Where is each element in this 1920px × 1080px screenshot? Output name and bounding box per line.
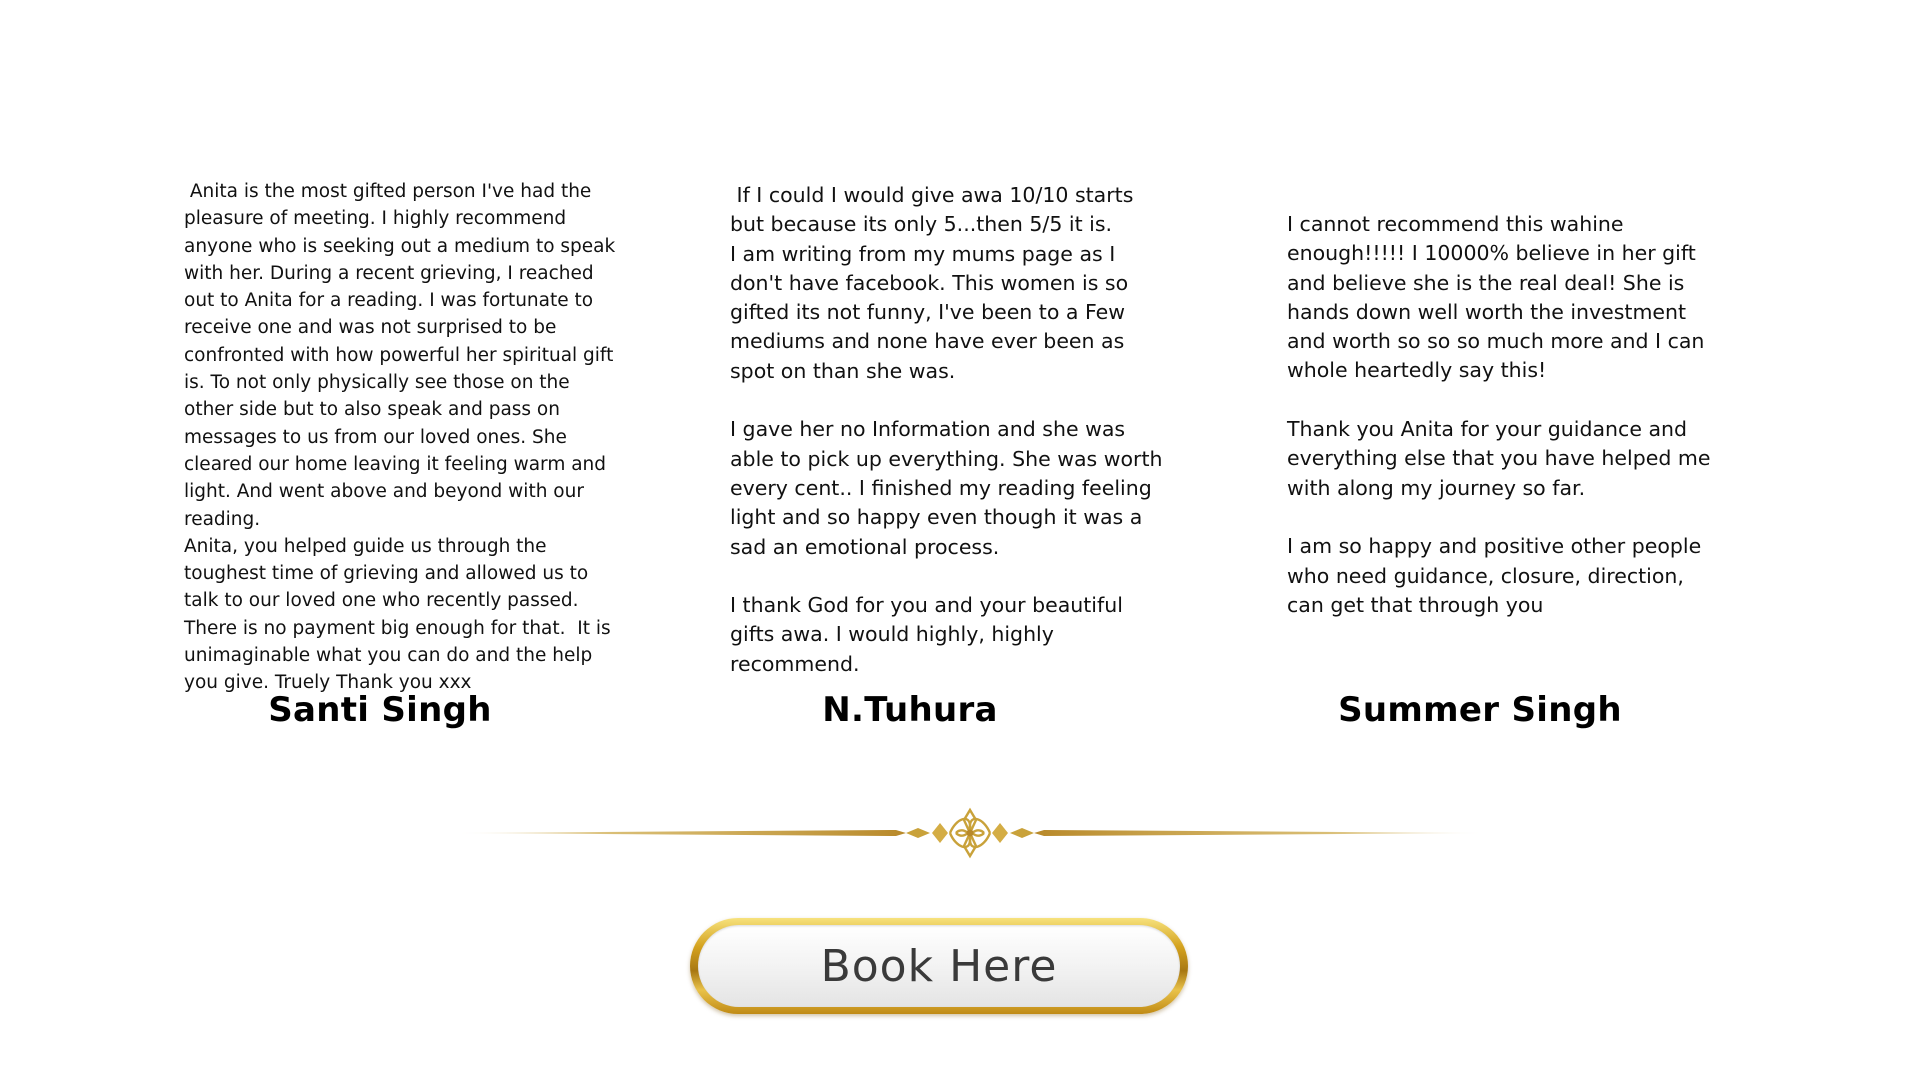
book-here-button-face[interactable]	[698, 925, 1180, 1007]
book-here-label: Book Here	[820, 940, 1058, 992]
ornamental-divider-icon	[456, 806, 1484, 860]
book-here-button[interactable]	[690, 918, 1188, 1014]
reviewer-name-1: Santi Singh	[268, 690, 492, 730]
reviewer-name-2: N.Tuhura	[822, 690, 998, 730]
testimonial-text-2: If I could I would give awa 10/10 starts but because its only 5...then 5/5 it is. I am writing from my mums page as I don't have facebook. This women is so gifted its not funny, I've been to a Few mediums and none have ever been as spot on than she was. I gave her no Information and she was able to pick up everything. She was worth every cent.. I finished my reading feeling light and so happy even though it was a sad an emotional process. I thank God for you and your beautiful gifts awa. I would highly, highly recommend.	[730, 183, 1163, 676]
reviewer-name-3: Summer Singh	[1338, 690, 1622, 730]
testimonial-text-3: I cannot recommend this wahine enough!!!!! I 10000% believe in her gift and believe she is the real deal! She is hands down well worth the investment and worth so so so much more and I can whole heartedly say this! Thank you Anita for your guidance and everything else that you have helped me with along my journey so far. I am so happy and positive other people who need guidance, closure, direction, can get that through you	[1287, 212, 1711, 617]
testimonial-text-1: Anita is the most gifted person I've had the pleasure of meeting. I highly recommend anyone who is seeking out a medium to speak with her. During a recent grieving, I reached out to Anita for a reading. I was fortunate to receive one and was not surprised to be confronted with how powerful her spiritual gift is. To not only physically see those on the other side but to also speak and pass on messages to us from our loved ones. She cleared our home leaving it feeling warm and light. And went above and beyond with our reading. Anita, you helped guide us through the toughest time of grieving and allowed us to talk to our loved one who recently passed. There is no payment big enough for that. It is unimaginable what you can do and the help you give. Truely Thank you xxx	[184, 181, 616, 694]
